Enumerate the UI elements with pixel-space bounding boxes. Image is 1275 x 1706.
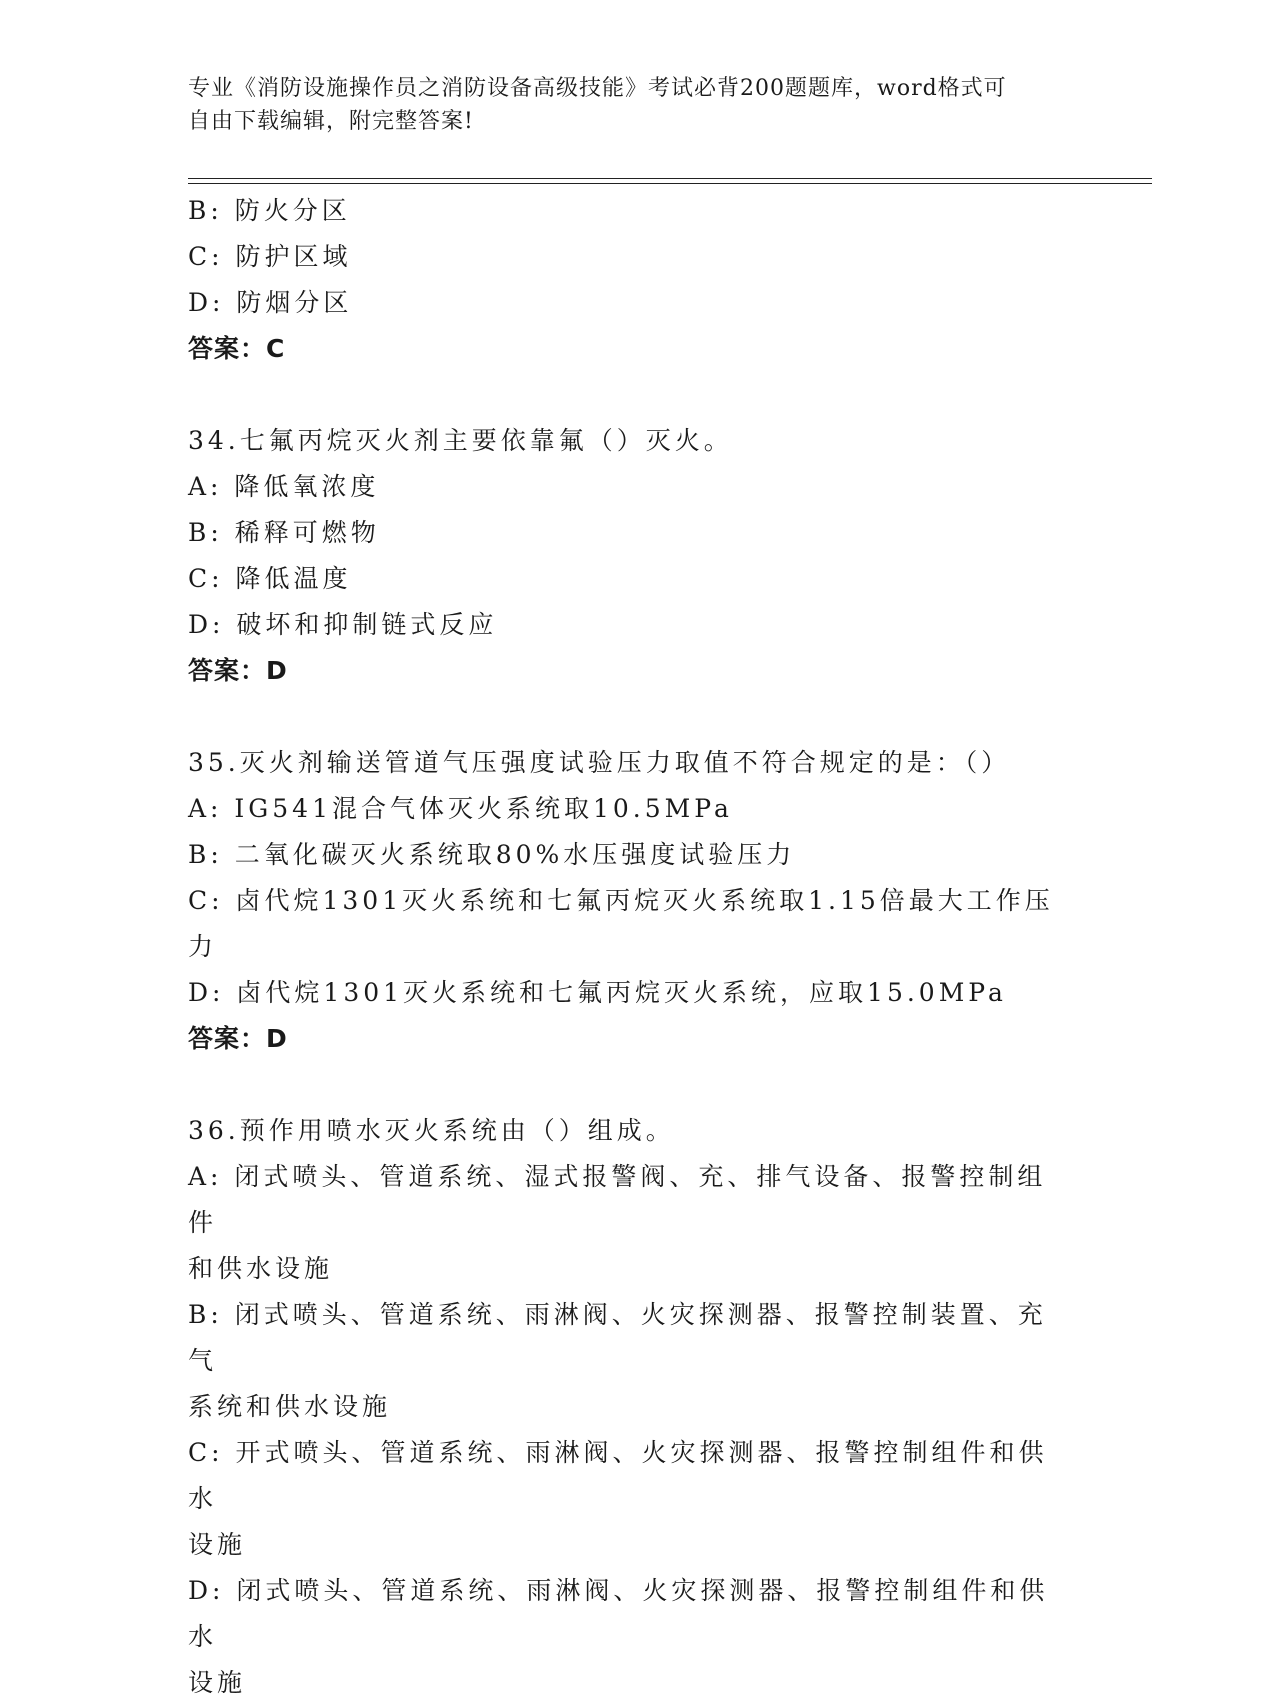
option-a: A: IG541混合气体灭火系统取10.5MPa <box>188 794 733 823</box>
option-d: D: 防烟分区 <box>188 288 353 317</box>
option-b: B: 防火分区 <box>188 196 351 225</box>
option-c: C: 卤代烷1301灭火系统和七氟丙烷灭火系统取1.15倍最大工作压力 <box>188 886 1054 961</box>
option-a-line-2: 和供水设施 <box>188 1254 334 1283</box>
header-title-line-2: 自由下载编辑，附完整答案! <box>188 109 474 134</box>
spacer <box>188 694 1068 740</box>
question-list <box>188 188 1068 1706</box>
spacer <box>188 1062 1068 1108</box>
option-d-line-1: D: 闭式喷头、管道系统、雨淋阀、火灾探测器、报警控制组件和供水 <box>188 1576 1049 1651</box>
question-33-partial <box>188 188 1068 372</box>
question-stem: 35.灭火剂输送管道气压强度试验压力取值不符合规定的是：（） <box>188 748 1011 777</box>
header-title-line-1: 专业《消防设施操作员之消防设备高级技能》考试必背200题题库，word格式可 <box>188 76 1007 101</box>
option-b: B: 稀释可燃物 <box>188 518 380 547</box>
answer: 答案：D <box>188 656 288 685</box>
option-c-line-2: 设施 <box>188 1530 247 1559</box>
document-header <box>188 72 1068 138</box>
answer: 答案：C <box>188 334 286 363</box>
option-a-line-1: A: 闭式喷头、管道系统、湿式报警阀、充、排气设备、报警控制组件 <box>188 1162 1047 1237</box>
option-b-line-1: B: 闭式喷头、管道系统、雨淋阀、火灾探测器、报警控制装置、充气 <box>188 1300 1047 1375</box>
header-divider-top <box>188 178 1152 179</box>
header-divider-bottom <box>188 183 1152 184</box>
question-stem: 36.预作用喷水灭火系统由（）组成。 <box>188 1116 675 1145</box>
answer: 答案：D <box>188 1024 288 1053</box>
option-c: C: 防护区域 <box>188 242 352 271</box>
option-c-line-1: C: 开式喷头、管道系统、雨淋阀、火灾探测器、报警控制组件和供水 <box>188 1438 1048 1513</box>
option-b: B: 二氧化碳灭火系统取80%水压强度试验压力 <box>188 840 796 869</box>
option-d: D: 破坏和抑制链式反应 <box>188 610 498 639</box>
question-34 <box>188 418 1068 694</box>
question-35 <box>188 740 1068 1062</box>
question-36 <box>188 1108 1068 1706</box>
option-d-line-2: 设施 <box>188 1668 247 1697</box>
option-b-line-2: 系统和供水设施 <box>188 1392 392 1421</box>
option-c: C: 降低温度 <box>188 564 352 593</box>
option-a: A: 降低氧浓度 <box>188 472 380 501</box>
question-stem: 34.七氟丙烷灭火剂主要依靠氟（）灭火。 <box>188 426 733 455</box>
option-d: D: 卤代烷1301灭火系统和七氟丙烷灭火系统，应取15.0MPa <box>188 978 1007 1007</box>
spacer <box>188 372 1068 418</box>
